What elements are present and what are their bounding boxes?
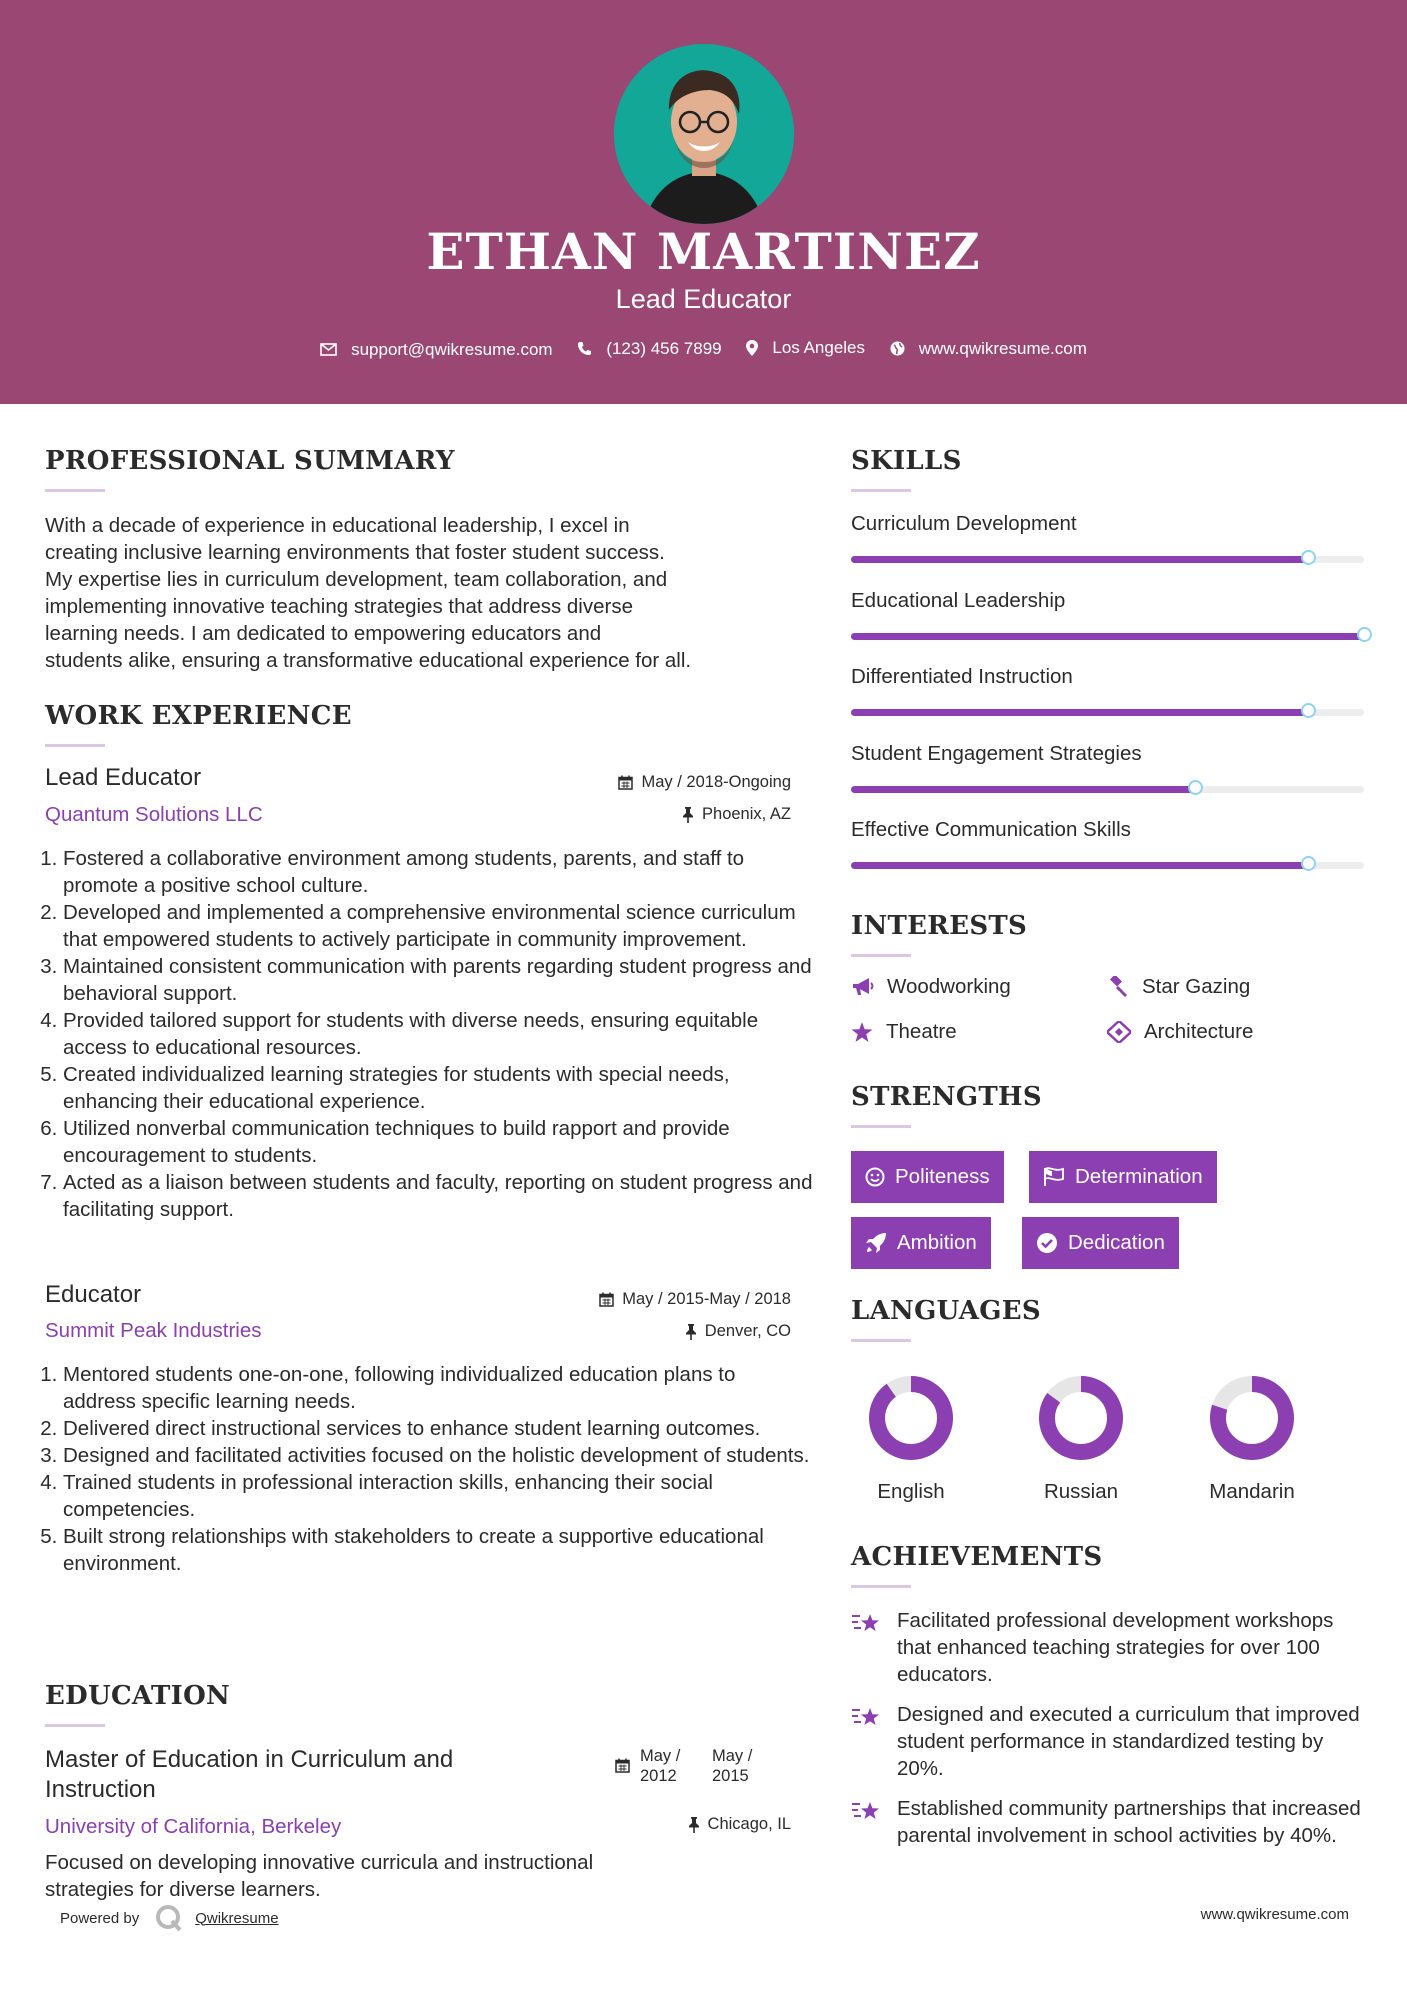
- education-heading: EDUCATION: [45, 1681, 231, 1711]
- summary-underline: [45, 489, 105, 492]
- rocket-icon: [865, 1232, 887, 1254]
- check-circle-icon: [1036, 1232, 1058, 1254]
- degree-title: [45, 1745, 565, 1805]
- shooting-star-icon: [851, 1705, 883, 1731]
- summary-line: implementing innovative teaching strategies that address diverse: [45, 595, 633, 618]
- achievement-text: Established community partnerships that increased parental involvement in school activities by 40%.: [897, 1797, 1361, 1847]
- achievement-item: [851, 1795, 1361, 1849]
- duty-item: 4. Provided tailored support for students with diverse needs, ensuring equitable access to educational resources.: [63, 1007, 813, 1061]
- phone-icon: [577, 341, 592, 356]
- interest-woodworking: [851, 975, 1011, 999]
- powered-by-text: Powered by: [60, 1909, 140, 1927]
- duty-item: 6. Utilized nonverbal communication techniques to build rapport and provide encouragement to students.: [63, 1115, 813, 1169]
- skill-name: Effective Communication Skills: [851, 818, 1131, 841]
- education-description: [45, 1849, 805, 1903]
- globe-icon: [890, 341, 905, 356]
- skills-underline: [851, 489, 911, 492]
- skill-name: Curriculum Development: [851, 512, 1077, 535]
- edu-end-date: [712, 1746, 752, 1786]
- skill-bar-knob: [1301, 550, 1316, 565]
- achievement-item: [851, 1701, 1361, 1782]
- edu-desc-line: strategies for diverse learners.: [45, 1878, 321, 1901]
- skill-bar-fill: [851, 709, 1308, 716]
- language-donut: [1202, 1368, 1302, 1468]
- interests-underline: [851, 954, 911, 957]
- edu-start-year: 2012: [640, 1767, 677, 1785]
- job-duties-list: [45, 845, 813, 1223]
- map-pin-icon: [746, 340, 758, 356]
- job-location-text: Phoenix, AZ: [702, 805, 791, 823]
- skill-bar-track: [851, 633, 1364, 640]
- envelope-icon: [320, 343, 337, 356]
- strength-label: Dedication: [1068, 1231, 1165, 1254]
- smile-icon: [865, 1167, 885, 1187]
- language-donut: [861, 1368, 961, 1468]
- language-label: Mandarin: [1209, 1480, 1295, 1503]
- duty-item: 3. Maintained consistent communication with parents regarding student progress and behavioral support.: [63, 953, 813, 1007]
- duty-item: 4. Trained students in professional interaction skills, enhancing their social competencies.: [63, 1469, 813, 1523]
- footer-powered-by: [60, 1904, 279, 1932]
- summary-line: students alike, ensuring a transformative educational experience for all.: [45, 649, 692, 672]
- star-icon: [851, 1022, 873, 1043]
- edu-start-month: May /: [640, 1747, 681, 1765]
- duty-item: 1. Fostered a collaborative environment among students, parents, and staff to promote a positive school culture.: [63, 845, 813, 899]
- shooting-star-icon: [851, 1799, 883, 1825]
- experience-heading: WORK EXPERIENCE: [45, 701, 352, 731]
- strength-label: Determination: [1075, 1165, 1203, 1188]
- school-name: University of California, Berkeley: [45, 1815, 342, 1838]
- education-underline: [45, 1724, 105, 1727]
- job-date: [520, 1290, 791, 1309]
- languages-underline: [851, 1339, 911, 1342]
- skill-bar-track: [851, 556, 1364, 563]
- shooting-star-icon: [851, 1611, 883, 1637]
- megaphone-icon: [851, 977, 874, 997]
- qwikresume-link[interactable]: Qwikresume: [195, 1909, 279, 1927]
- languages-heading: LANGUAGES: [851, 1296, 1041, 1326]
- contact-bar: [0, 338, 1407, 361]
- degree-line: Master of Education in Curriculum and: [45, 1746, 454, 1773]
- achievements-heading: ACHIEVEMENTS: [851, 1542, 1103, 1572]
- edu-location-text: Chicago, IL: [707, 1815, 791, 1833]
- skill-name: Educational Leadership: [851, 588, 1066, 612]
- achievements-underline: [851, 1585, 911, 1588]
- interest-label: Theatre: [886, 1020, 957, 1043]
- summary-heading: PROFESSIONAL SUMMARY: [45, 446, 455, 476]
- strength-badge-determination: [1029, 1151, 1217, 1203]
- skill-name: Student Engagement Strategies: [851, 741, 1142, 765]
- footer-site-link[interactable]: www.qwikresume.com: [1200, 1906, 1349, 1923]
- strength-label: Ambition: [897, 1231, 977, 1254]
- job-date-text: May / 2015-May / 2018: [622, 1290, 791, 1308]
- skill-bar-knob: [1301, 856, 1316, 871]
- skill-name: Differentiated Instruction: [851, 665, 1073, 688]
- job-company: Summit Peak Industries: [45, 1319, 262, 1342]
- interest-label: Architecture: [1144, 1020, 1254, 1043]
- summary-line: creating inclusive learning environments that foster student success.: [45, 541, 665, 564]
- strengths-underline: [851, 1125, 911, 1128]
- edu-end-year: 2015: [712, 1767, 749, 1785]
- duty-item: 1. Mentored students one-on-one, following individualized education plans to address specific learning needs.: [63, 1361, 813, 1415]
- pushpin-icon: [682, 807, 694, 823]
- job-location: [520, 805, 791, 824]
- contact-phone-text: (123) 456 7899: [606, 338, 722, 358]
- job-duties-list: [45, 1361, 813, 1577]
- strength-label: Politeness: [895, 1165, 990, 1188]
- duty-item: 7. Acted as a liaison between students and faculty, reporting on student progress and facilitating support.: [63, 1169, 813, 1223]
- contact-phone[interactable]: [577, 339, 721, 359]
- skill-bar-fill: [851, 862, 1308, 869]
- interest-label: Woodworking: [887, 975, 1011, 998]
- interest-architecture: [1107, 1020, 1253, 1044]
- strengths-heading: STRENGTHS: [851, 1082, 1042, 1112]
- skill-bar-knob: [1357, 627, 1372, 642]
- interests-heading: INTERESTS: [851, 911, 1028, 941]
- strength-badge-ambition: [851, 1217, 991, 1269]
- contact-website[interactable]: [890, 339, 1087, 359]
- edu-location: [560, 1815, 791, 1834]
- flag-icon: [1043, 1167, 1065, 1187]
- profile-photo: [614, 44, 794, 224]
- job-location-text: Denver, CO: [704, 1322, 791, 1340]
- qwikresume-logo-icon: [155, 1904, 183, 1932]
- strength-badge-dedication: [1022, 1217, 1179, 1269]
- skill-bar-track: [851, 862, 1364, 869]
- edu-desc-line: Focused on developing innovative curricula and instructional: [45, 1851, 594, 1874]
- ticket-icon: [1107, 1021, 1131, 1043]
- summary-line: My expertise lies in curriculum development, team collaboration, and: [45, 568, 668, 591]
- job-title: Educator: [45, 1281, 142, 1308]
- skill-bar-fill: [851, 556, 1308, 563]
- candidate-name: ETHAN MARTINEZ: [426, 222, 981, 281]
- job-title: Lead Educator: [45, 764, 202, 791]
- calendar-icon: [618, 775, 633, 790]
- degree-line: Instruction: [45, 1776, 156, 1803]
- summary-text: [45, 512, 805, 674]
- gavel-icon: [1107, 976, 1129, 998]
- contact-email[interactable]: [320, 340, 553, 360]
- duty-item: 2. Delivered direct instructional services to enhance student learning outcomes.: [63, 1415, 813, 1442]
- skill-bar-knob: [1301, 703, 1316, 718]
- skill-bar-fill: [851, 786, 1195, 793]
- language-donut-fill: [877, 1384, 945, 1452]
- pushpin-icon: [688, 1817, 700, 1833]
- interest-star-gazing: [1107, 975, 1250, 999]
- job-date: [520, 773, 791, 792]
- skill-bar-knob: [1188, 780, 1203, 795]
- job-company: Quantum Solutions LLC: [45, 803, 263, 826]
- duty-item: 3. Designed and facilitated activities focused on the holistic development of students.: [63, 1442, 813, 1469]
- summary-line: learning needs. I am dedicated to empowering educators and: [45, 622, 602, 645]
- job-location: [520, 1322, 791, 1341]
- calendar-icon: [615, 1758, 630, 1773]
- language-donut: [1031, 1368, 1131, 1468]
- duty-item: 5. Built strong relationships with stakeholders to create a supportive educational environment.: [63, 1523, 813, 1577]
- contact-location: [746, 338, 865, 358]
- duty-item: 2. Developed and implemented a comprehensive environmental science curriculum that empowered students to actively participate in community improvement.: [63, 899, 813, 953]
- skill-bar-fill: [851, 633, 1364, 640]
- edu-end-month: May /: [712, 1747, 753, 1765]
- interest-label: Star Gazing: [1142, 975, 1251, 998]
- achievement-text: Designed and executed a curriculum that improved student performance in standardized testing by 20%.: [897, 1703, 1360, 1780]
- strength-badge-politeness: [851, 1151, 1004, 1203]
- summary-line: With a decade of experience in educational leadership, I excel in: [45, 514, 630, 537]
- language-label: English: [877, 1480, 945, 1503]
- candidate-title: Lead Educator: [615, 284, 792, 314]
- interest-theatre: [851, 1020, 957, 1044]
- achievement-text: Facilitated professional development workshops that enhanced teaching strategies for over 100 educators.: [897, 1609, 1334, 1686]
- language-label: Russian: [1043, 1480, 1119, 1503]
- skill-bar-track: [851, 786, 1364, 793]
- duty-item: 5. Created individualized learning strategies for students with special needs, enhancing their educational experience.: [63, 1061, 813, 1115]
- pushpin-icon: [685, 1324, 697, 1340]
- contact-website-text: www.qwikresume.com: [918, 338, 1087, 358]
- achievement-item: [851, 1607, 1361, 1688]
- edu-start-date: [640, 1746, 680, 1786]
- contact-location-text: Los Angeles: [772, 338, 866, 357]
- experience-underline: [45, 744, 105, 747]
- job-date-text: May / 2018-Ongoing: [641, 773, 791, 791]
- contact-email-text: support@qwikresume.com: [351, 339, 553, 359]
- calendar-icon: [599, 1292, 614, 1307]
- skill-bar-track: [851, 709, 1364, 716]
- resume-header: [0, 0, 1407, 404]
- skills-heading: SKILLS: [851, 446, 962, 476]
